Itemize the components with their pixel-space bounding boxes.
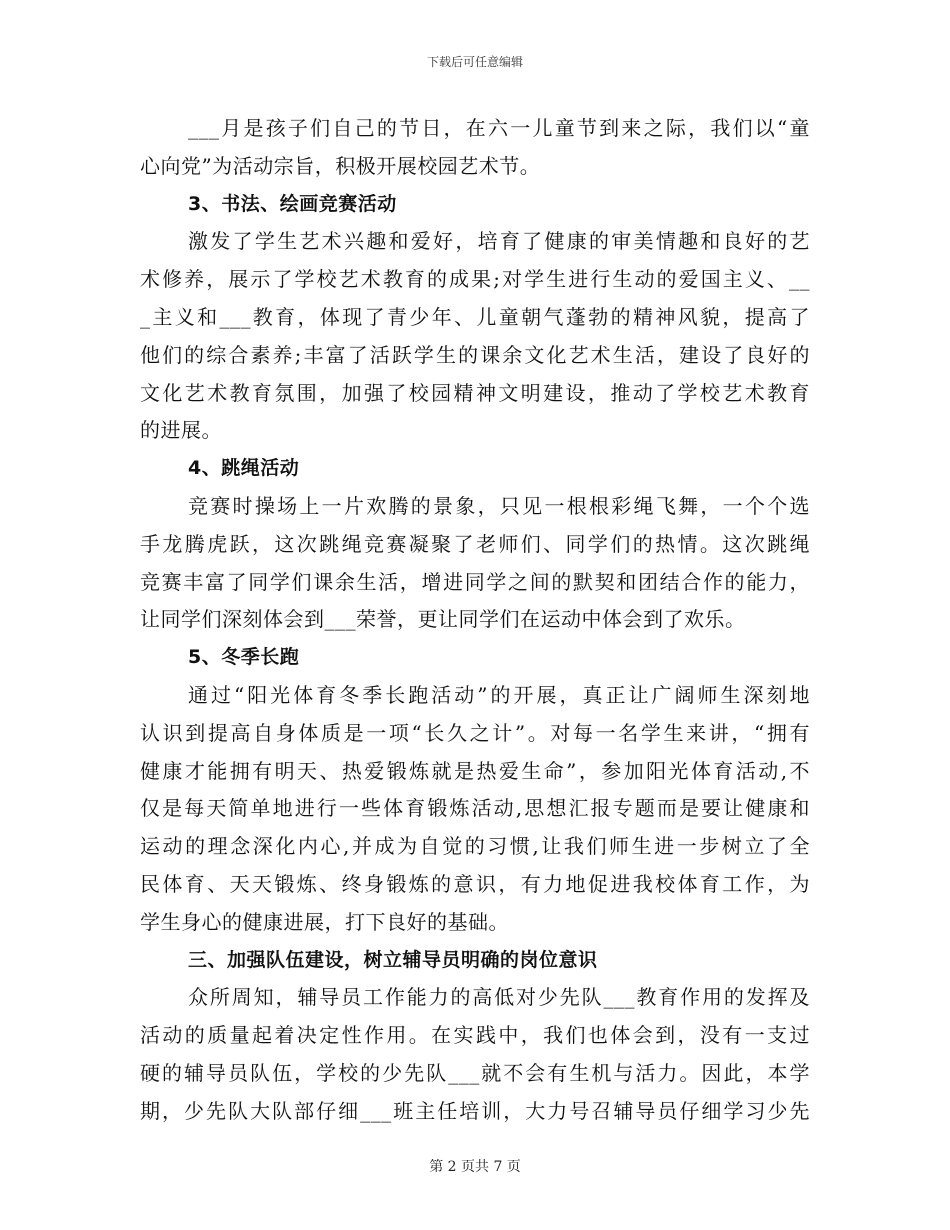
- paragraph-line: 认识到提高自身体质是一项“长久之计”。对每一名学生来讲，“拥有: [140, 720, 810, 745]
- paragraph-line: 民体育、天天锻炼、终身锻炼的意识，有力地促进我校体育工作，为: [140, 871, 810, 896]
- section-heading: 3、书法、绘画竞赛活动: [188, 192, 397, 215]
- paragraph-line: 期，少先队大队部仔细___班主任培训，大力号召辅导员仔细学习少先: [140, 1098, 810, 1123]
- paragraph-line: 活动的质量起着决定性作用。在实践中，我们也体会到，没有一支过: [140, 1023, 810, 1048]
- paragraph-line: 硬的辅导员队伍，学校的少先队___就不会有生机与活力。因此，本学: [140, 1060, 810, 1085]
- page-header: 下载后可任意编辑: [426, 55, 523, 69]
- paragraph-line: ___月是孩子们自己的节日，在六一儿童节到来之际，我们以“童: [188, 116, 810, 140]
- paragraph-line: 让同学们深刻体会到___荣誉，更让同学们在运动中体会到了欢乐。: [140, 607, 746, 632]
- paragraph-line: 心向党”为活动宗旨，积极开展校园艺术节。: [140, 153, 541, 178]
- paragraph-line: _主义和___教育，体现了青少年、儿童朝气蓬勃的精神风貌，提高了: [140, 304, 810, 329]
- paragraph-line: 术修养，展示了学校艺术教育的成果;对学生进行生动的爱国主义、__: [140, 267, 810, 292]
- paragraph-line: 他们的综合素养;丰富了活跃学生的课余文化艺术生活，建设了良好的: [140, 342, 810, 367]
- section-heading: 5、冬季长跑: [188, 646, 300, 669]
- paragraph-line: 文化艺术教育氛围，加强了校园精神文明建设，推动了学校艺术教育: [140, 380, 810, 405]
- paragraph-line: 的进展。: [140, 418, 222, 443]
- paragraph-line: 手龙腾虎跃，这次跳绳竞赛凝聚了老师们、同学们的热情。这次跳绳: [140, 531, 810, 556]
- section-heading: 三、加强队伍建设，树立辅导员明确的岗位意识: [188, 948, 598, 971]
- paragraph-line: 激发了学生艺术兴趣和爱好，培育了健康的审美情趣和良好的艺: [188, 229, 810, 254]
- paragraph-line: 运动的理念深化内心,并成为自觉的习惯,让我们师生进一步树立了全: [140, 834, 810, 859]
- paragraph-line: 仅是每天简单地进行一些体育锻炼活动,思想汇报专题而是要让健康和: [140, 796, 810, 821]
- paragraph-line: 学生身心的健康进展，打下良好的基础。: [140, 909, 509, 934]
- paragraph-line: 众所周知，辅导员工作能力的高低对少先队___教育作用的发挥及: [188, 985, 810, 1010]
- paragraph-line: 竞赛时操场上一片欢腾的景象，只见一根根彩绳飞舞，一个个选: [188, 493, 810, 518]
- paragraph-line: 通过“阳光体育冬季长跑活动”的开展，真正让广阔师生深刻地: [188, 682, 810, 707]
- section-heading: 4、跳绳活动: [188, 457, 300, 480]
- page-footer: 第 2 页共 7 页: [429, 1159, 521, 1175]
- paragraph-line: 健康才能拥有明天、热爱锻炼就是热爱生命”，参加阳光体育活动,不: [140, 758, 810, 783]
- document-body: [140, 110, 810, 1131]
- paragraph-line: 竞赛丰富了同学们课余生活，增进同学之间的默契和团结合作的能力，: [140, 569, 810, 594]
